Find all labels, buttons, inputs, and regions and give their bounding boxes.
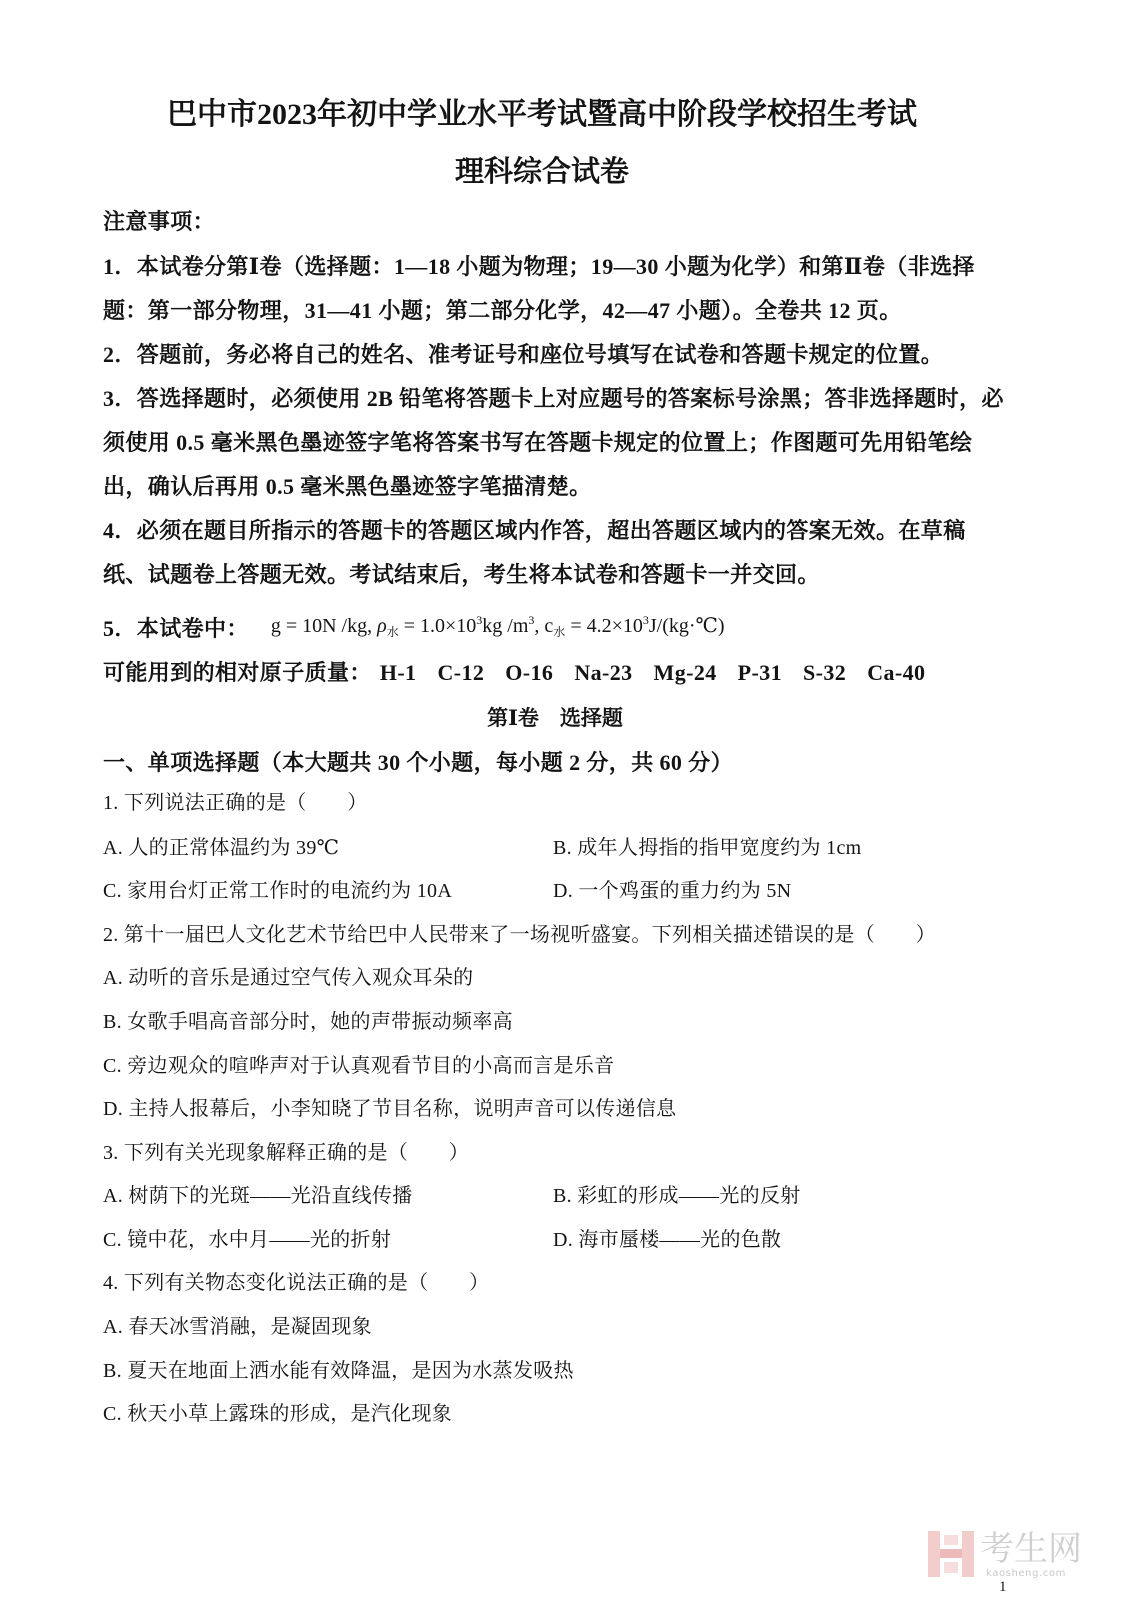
option-c: C. 旁边观众的喧哗声对于认真观看节目的小高而言是乐音 <box>103 1055 615 1077</box>
atomic-mass-item: Ca-40 <box>867 660 926 685</box>
question-stem: 1. 下列说法正确的是（ ） <box>103 792 368 814</box>
watermark-url: kaosheng.com <box>986 1568 1066 1579</box>
note-item-5 <box>103 613 725 642</box>
formula-rho-unit-exp: 3 <box>528 613 535 627</box>
formula-c: c <box>544 615 554 637</box>
question-stem: 4. 下列有关物态变化说法正确的是（ ） <box>103 1272 490 1294</box>
note-line: 4．必须在题目所指示的答题卡的答题区域内作答，超出答题区域内的答案无效。在草稿 <box>103 518 966 543</box>
formula-rho-unit: kg /m <box>482 615 529 637</box>
atomic-mass-item: O-16 <box>505 660 554 685</box>
exam-subtitle: 理科综合试卷 <box>454 156 629 188</box>
option-d: D. 一个鸡蛋的重力约为 5N <box>553 880 792 902</box>
formula-separator: , <box>534 615 545 637</box>
atomic-mass-item: S-32 <box>803 660 847 685</box>
part-title: 一、单项选择题（本大题共 30 个小题，每小题 2 分，共 60 分） <box>103 750 734 775</box>
volume-title: 第Ⅰ卷 选择题 <box>487 706 623 730</box>
option-c: C. 镜中花，水中月——光的折射 <box>103 1229 392 1251</box>
formula-c-exp: 3 <box>642 613 649 627</box>
formula-rho-exp: 3 <box>476 613 483 627</box>
note-line: 纸、试题卷上答题无效。考试结束后，考生将本试卷和答题卡一并交回。 <box>103 562 820 587</box>
option-b: B. 夏天在地面上洒水能有效降温，是因为水蒸发吸热 <box>103 1360 574 1382</box>
option-b: B. 彩虹的形成——光的反射 <box>553 1185 801 1207</box>
constants-formula <box>271 615 725 637</box>
note-line: 须使用 0.5 毫米黑色墨迹签字笔将答案书写在答题卡规定的位置上；作图题可先用铅笔绘 <box>103 430 973 455</box>
note-item-5-label: 5．本试卷中： <box>103 616 249 641</box>
exam-title: 巴中市2023年初中学业水平考试暨高中阶段学校招生考试 <box>167 98 917 131</box>
option-a: A. 人的正常体温约为 39℃ <box>103 837 340 859</box>
formula-c-sub: 水 <box>553 625 566 639</box>
option-d: D. 海市蜃楼——光的色散 <box>553 1229 782 1251</box>
atomic-mass-item: Na-23 <box>574 660 633 685</box>
formula-g: g = 10N /kg, <box>270 615 378 637</box>
option-b: B. 女歌手唱高音部分时，她的声带振动频率高 <box>103 1011 513 1033</box>
formula-rho-value: = 1.0×10 <box>398 615 477 637</box>
option-a: A. 动听的音乐是通过空气传入观众耳朵的 <box>103 967 474 989</box>
formula-c-value: = 4.2×10 <box>565 615 643 637</box>
notes-heading: 注意事项： <box>103 209 216 234</box>
page-number: 1 <box>999 1579 1007 1595</box>
atomic-mass-line <box>103 662 925 684</box>
watermark-brand: 考生网 <box>980 1529 1082 1569</box>
formula-rho: ρ <box>377 615 387 637</box>
formula-rho-sub: 水 <box>386 625 399 639</box>
option-b: B. 成年人拇指的指甲宽度约为 1cm <box>553 837 862 859</box>
note-line: 题：第一部分物理，31—41 小题；第二部分化学，42—47 小题）。全卷共 12 页。 <box>103 298 902 323</box>
formula-c-unit: J/(kg·℃) <box>648 615 725 637</box>
question-stem: 2. 第十一届巴人文化艺术节给巴中人民带来了一场视听盛宴。下列相关描述错误的是（ ） <box>103 924 936 946</box>
atomic-mass-item: H-1 <box>379 660 417 685</box>
option-a: A. 树荫下的光斑——光沿直线传播 <box>103 1185 413 1207</box>
question-stem: 3. 下列有关光现象解释正确的是（ ） <box>103 1142 469 1164</box>
note-line: 3．答选择题时，必须使用 2B 铅笔将答题卡上对应题号的答案标号涂黑；答非选择题时，必 <box>103 386 1004 411</box>
note-line: 出，确认后再用 0.5 毫米黑色墨迹签字笔描清楚。 <box>103 474 592 499</box>
atomic-mass-item: Mg-24 <box>653 660 717 685</box>
atomic-mass-item: P-31 <box>737 660 783 685</box>
option-d: D. 主持人报幕后，小李知晓了节目名称，说明声音可以传递信息 <box>103 1098 677 1120</box>
note-line: 2．答题前，务必将自己的姓名、准考证号和座位号填写在试卷和答题卡规定的位置。 <box>103 342 944 367</box>
option-c: C. 家用台灯正常工作时的电流约为 10A <box>103 880 453 902</box>
note-line: 1．本试卷分第Ⅰ卷（选择题：1—18 小题为物理；19—30 小题为化学）和第Ⅱ卷（非选择 <box>103 254 975 279</box>
atomic-mass-label: 可能用到的相对原子质量： <box>103 660 372 685</box>
option-a: A. 春天冰雪消融，是凝固现象 <box>103 1316 372 1338</box>
atomic-mass-item: C-12 <box>437 660 485 685</box>
watermark-logo-icon <box>928 1531 974 1577</box>
option-c: C. 秋天小草上露珠的形成，是汽化现象 <box>103 1403 453 1425</box>
